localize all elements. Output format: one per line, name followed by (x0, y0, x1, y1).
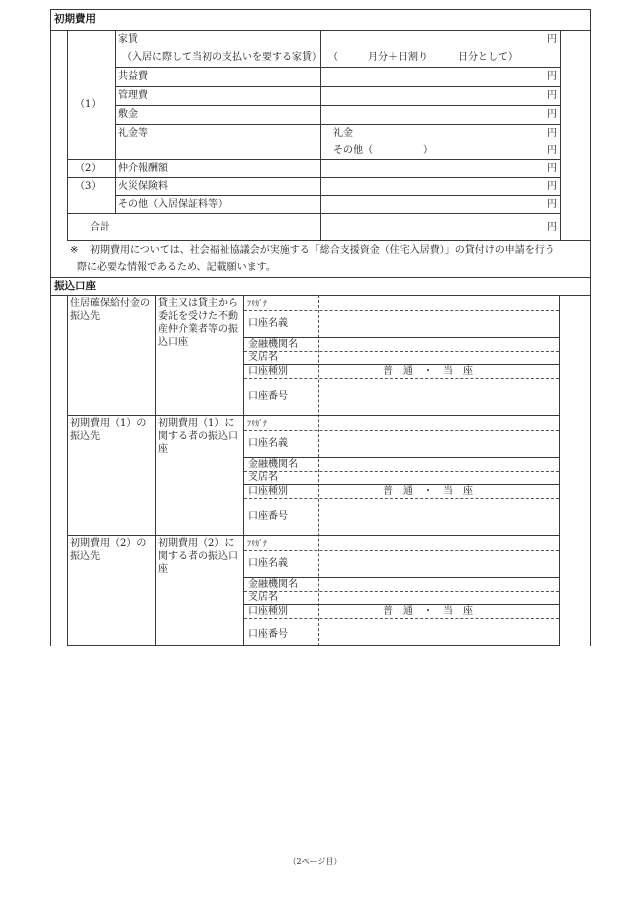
border-line (67, 213, 560, 214)
note-line-1: 初期費用については、社会福祉協議会が実施する「総合支援資金（住宅入居費）」の貸付けの申請を行う (90, 245, 555, 256)
section-heading-transfer: 振込口座 (54, 280, 96, 292)
border-line (50, 9, 51, 646)
furigana-label: ﾌﾘｶﾞﾅ (247, 299, 267, 308)
border-line (67, 415, 559, 416)
border-line (115, 30, 116, 213)
rent-label: 家賃 (118, 34, 138, 45)
dashed-line (244, 351, 559, 352)
rent-note: （入居に際して当初の支払いを要する家賃） (122, 52, 322, 63)
dashed-line (244, 618, 559, 619)
note-line-2: 際に必要な情報であるため、記載願います。 (77, 262, 276, 273)
yen-unit: 円 (547, 128, 557, 139)
group-3-label: （3） (75, 181, 102, 192)
transfer-block-desc: 初期費用（2）に関する者の振込口座 (158, 538, 238, 575)
border-line (244, 577, 559, 578)
border-line (50, 277, 591, 278)
dashed-line (244, 550, 559, 551)
yen-unit: 円 (547, 181, 557, 192)
management-fee-label: 管理費 (118, 90, 148, 101)
border-line (115, 67, 560, 68)
account-type-options: 普 通 ・ 当 座 (383, 366, 473, 377)
branch-name-label: 支店名 (248, 352, 278, 363)
border-line (244, 604, 559, 605)
border-line (67, 645, 559, 646)
account-type-options: 普 通 ・ 当 座 (383, 486, 473, 497)
furigana-label: ﾌﾘｶﾞﾅ (247, 419, 267, 428)
border-line (115, 124, 560, 125)
total-label: 合計 (90, 222, 110, 233)
border-line (560, 30, 561, 240)
yen-unit: 円 (547, 34, 557, 45)
bank-name-label: 金融機関名 (248, 339, 298, 350)
account-type-label: 口座種別 (248, 486, 288, 497)
account-number-label: 口座番号 (248, 629, 288, 640)
border-line (244, 364, 559, 365)
brokerage-fee-label: 仲介報酬額 (118, 163, 168, 174)
key-money-label: 礼金 (333, 128, 353, 139)
rent-calc: （ 月分＋日割り 日分として） (328, 52, 518, 63)
section-heading-initial-costs: 初期費用 (54, 13, 96, 25)
dashed-line (244, 591, 559, 592)
yen-unit: 円 (547, 145, 557, 156)
group-1-label: （1） (75, 99, 102, 110)
account-name-label: 口座名義 (248, 558, 288, 569)
account-type-options: 普 通 ・ 当 座 (383, 606, 473, 617)
account-name-label: 口座名義 (248, 438, 288, 449)
border-line (67, 159, 560, 160)
group-2-label: （2） (75, 163, 102, 174)
transfer-block-title: 住居確保給付金の振込先 (70, 298, 150, 322)
note-mark: ※ (70, 245, 79, 256)
furigana-label: ﾌﾘｶﾞﾅ (247, 539, 267, 548)
page-number: （2ページ目） (288, 857, 342, 866)
other-guarantee-label: その他（入居保証料等） (118, 199, 228, 210)
border-line (244, 484, 559, 485)
yen-unit: 円 (547, 71, 557, 82)
branch-name-label: 支店名 (248, 472, 278, 483)
border-line (115, 86, 560, 87)
yen-unit: 円 (547, 90, 557, 101)
border-line (67, 295, 68, 646)
common-fee-label: 共益費 (118, 71, 148, 82)
account-type-label: 口座種別 (248, 606, 288, 617)
border-line (115, 195, 560, 196)
border-line (67, 177, 560, 178)
bank-name-label: 金融機関名 (248, 459, 298, 470)
border-line (50, 9, 591, 10)
dashed-line (244, 378, 559, 379)
border-line (559, 295, 560, 646)
branch-name-label: 支店名 (248, 592, 278, 603)
form-frame (50, 9, 590, 646)
dashed-line (244, 471, 559, 472)
account-type-label: 口座種別 (248, 366, 288, 377)
transfer-block-title: 初期費用（1）の振込先 (70, 418, 147, 442)
other-label: その他（ ） (333, 145, 433, 156)
dashed-line (244, 430, 559, 431)
border-line (590, 9, 591, 646)
transfer-block-desc: 初期費用（1）に関する者の振込口座 (158, 418, 238, 455)
bank-name-label: 金融機関名 (248, 579, 298, 590)
border-line (115, 105, 560, 106)
border-line (67, 30, 68, 240)
transfer-block-title: 初期費用（2）の振込先 (70, 538, 147, 562)
deposit-label: 敷金 (118, 109, 138, 120)
account-number-label: 口座番号 (248, 511, 288, 522)
account-name-label: 口座名義 (248, 318, 288, 329)
dashed-line (244, 498, 559, 499)
border-line (155, 295, 156, 646)
border-line (244, 457, 559, 458)
yen-unit: 円 (547, 163, 557, 174)
border-line (50, 295, 591, 296)
transfer-block-desc: 貸主又は貸主から委託を受けた不動産仲介業者等の振込口座 (158, 298, 238, 348)
yen-unit: 円 (547, 109, 557, 120)
fire-insurance-label: 火災保険料 (118, 181, 168, 192)
key-money-etc-label: 礼金等 (118, 128, 148, 139)
yen-unit: 円 (547, 199, 557, 210)
border-line (244, 337, 559, 338)
border-line (67, 240, 591, 241)
account-number-label: 口座番号 (248, 391, 288, 402)
border-line (67, 535, 559, 536)
dashed-line (244, 310, 559, 311)
yen-unit: 円 (547, 222, 557, 233)
